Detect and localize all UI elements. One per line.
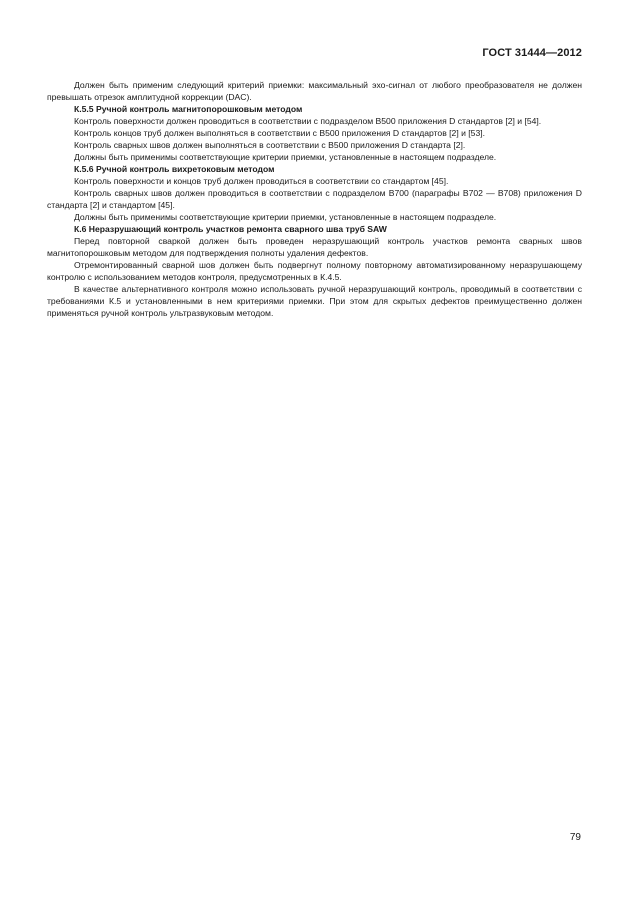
paragraph-acceptance-k56: Должны быть применимы соответствующие критерии приемки, установленные в настоящем подразделе. bbox=[74, 212, 497, 222]
paragraph-weld-eddy: Контроль сварных швов должен проводиться в соответствии с подразделом В700 (параграфы В702 — В708) приложения D стандарта [2] и стандартом [45]. bbox=[47, 188, 582, 210]
page-number: 79 bbox=[569, 832, 581, 843]
paragraph-pipe-ends-control: Контроль концов труб должен выполняться в соответствии с В500 приложения D стандартов [2] и [53]. bbox=[74, 128, 486, 138]
standard-number: ГОСТ 31444—2012 bbox=[482, 47, 582, 59]
paragraph-surface-ends-eddy: Контроль поверхности и концов труб должен проводиться в соответствии со стандартом [45]. bbox=[74, 176, 449, 186]
paragraph-acceptance-k55: Должны быть применимы соответствующие критерии приемки, установленные в настоящем подразделе. bbox=[74, 152, 497, 162]
paragraph-surface-control: Контроль поверхности должен проводиться в соответствии с подразделом В500 приложения D стандартов [2] и [54]. bbox=[74, 116, 542, 126]
paragraph-acceptance-criterion: Должен быть применим следующий критерий приемки: максимальный эхо-сигнал от любого преобразователя не должен превышать отрезок амплитудной коррекции (DAC). bbox=[47, 80, 582, 102]
paragraph-before-rewelding: Перед повторной сваркой должен быть проведен неразрушающий контроль участков ремонта сварных швов магнитопорошковым методом для подтверждения полноты удаления дефектов. bbox=[47, 236, 582, 258]
heading-k56: К.5.6 Ручной контроль вихретоковым методом bbox=[74, 164, 275, 174]
document-body bbox=[47, 79, 582, 319]
paragraph-alternative-control: В качестве альтернативного контроля можно использовать ручной неразрушающий контроль, проводимый в соответствии с требованиями К.5 и установленными в нем критериями приемки. При этом для скрытых дефектов преимущественно должен применяться ручной контроль ультразвуковым методом. bbox=[47, 284, 582, 318]
paragraph-repaired-weld: Отремонтированный сварной шов должен быть подвергнут полному повторному автоматизированному неразрушающему контролю с использованием методов контроля, предусмотренных в К.4.5. bbox=[47, 260, 582, 282]
heading-k6: К.6 Неразрушающий контроль участков ремонта сварного шва труб SAW bbox=[74, 224, 387, 234]
paragraph-weld-control: Контроль сварных швов должен выполняться в соответствии с В500 приложения D стандарта [2]. bbox=[74, 140, 466, 150]
heading-k55: К.5.5 Ручной контроль магнитопорошковым методом bbox=[74, 104, 303, 114]
